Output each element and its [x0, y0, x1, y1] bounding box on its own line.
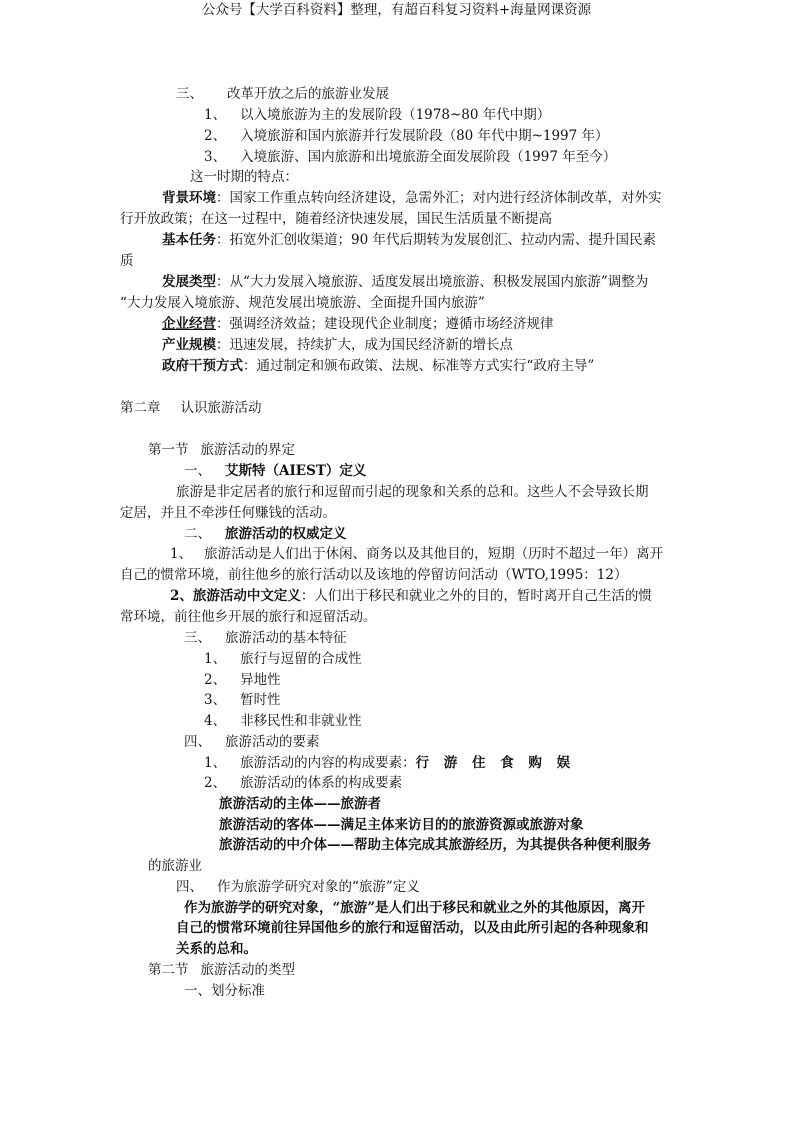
- stage-number: 2、: [204, 128, 227, 144]
- list-item: [204, 711, 362, 731]
- subheading-title: 旅游活动的基本特征: [225, 630, 347, 646]
- feature-text: ：通过制定和颁布政策、法规、标准等方式实行“政府主导”: [243, 358, 595, 374]
- stage-number: 3、: [204, 149, 227, 165]
- feature-text: ：强调经济效益；建设现代企业制度；遵循市场经济规律: [216, 316, 554, 332]
- feature-text: ：从“大力发展入境旅游、适度发展出境旅游、积极发展国内旅游”调整为: [216, 274, 649, 290]
- paragraph-line: 旅游是非定居者的旅行和逗留而引起的现象和关系的总和。这些人不会导致长期: [176, 484, 649, 500]
- feature-line: [162, 335, 513, 355]
- subheading-title: 艾斯特（AIEST）定义: [225, 463, 367, 479]
- stage-text: 入境旅游和国内旅游并行发展阶段（80 年代中期~1997 年）: [240, 128, 609, 144]
- section-title: 改革开放之后的旅游业发展: [227, 86, 389, 102]
- paragraph-line: 自己的惯常环境前往异国他乡的旅行和逗留活动，以及由此所引起的各种现象和: [176, 920, 649, 936]
- section-title: 旅游活动的类型: [200, 962, 295, 978]
- features-intro: 这一时期的特点：: [190, 169, 298, 185]
- list-item: [204, 773, 402, 793]
- feature-line-cont: “大力发展入境旅游、规范发展出境旅游、全面提升国内旅游”: [120, 295, 485, 311]
- feature-line-cont: 质: [120, 253, 134, 269]
- subheading-title: 作为旅游学研究对象的“旅游”定义: [217, 879, 420, 895]
- subheading: [184, 732, 320, 752]
- feature-line-cont: 行开放政策；在这一过程中，随着经济快速发展，国民生活质量不断提高: [120, 211, 552, 227]
- subheading-number: 四、: [176, 879, 203, 895]
- chapter-number: 第二章: [120, 400, 161, 416]
- feature-label: 产业规模: [162, 337, 216, 353]
- feature-label: 基本任务: [162, 232, 216, 248]
- section-heading: [148, 960, 295, 980]
- subheading: [184, 461, 366, 481]
- paragraph-line: 自己的惯常环境，前往他乡的旅行活动以及该地的停留访问活动（WTO,1995：12）: [120, 567, 628, 583]
- list-item: [204, 670, 281, 690]
- section-title: 旅游活动的界定: [200, 442, 295, 458]
- paragraph-line: 关系的总和。: [176, 941, 257, 957]
- subheading: [176, 877, 420, 897]
- element-medium-cont: 的旅游业: [148, 858, 202, 874]
- definition-label: 2、旅游活动中文定义: [170, 588, 301, 604]
- element-medium: 旅游活动的中介体——帮助主体完成其旅游经历，为其提供各种便利服务: [219, 837, 651, 853]
- feature-label: 企业经营: [162, 316, 216, 332]
- definition-number: 1、: [170, 546, 193, 562]
- feature-line: [162, 356, 594, 376]
- stage-number: 1、: [204, 107, 227, 123]
- list-item: [204, 753, 575, 773]
- feature-text: ：国家工作重点转向经济建设，急需外汇；对内进行经济体制改革，对外实: [216, 190, 662, 206]
- feature-label: 发展类型: [162, 274, 216, 290]
- feature-text: ：迅速发展，持续扩大，成为国民经济新的增长点: [216, 337, 513, 353]
- elements-list: 行 游 住 食 购 娱: [415, 755, 576, 771]
- paragraph-line: [170, 586, 652, 606]
- list-item-number: 2、: [204, 775, 227, 791]
- element-object: 旅游活动的客体——满足主体来访目的的旅游资源或旅游对象: [219, 817, 584, 833]
- subheading: 一、划分标准: [184, 983, 265, 999]
- stage-item: [204, 147, 616, 167]
- list-item-text: 异地性: [240, 672, 281, 688]
- feature-label: 政府干预方式: [162, 358, 243, 374]
- list-item-text: 旅游活动的体系的构成要素: [240, 775, 403, 791]
- list-item: [204, 649, 362, 669]
- feature-line: [162, 314, 554, 334]
- list-item-text: 旅行与逗留的合成性: [240, 651, 362, 667]
- paragraph-line: 定居，并且不牵涉任何赚钱的活动。: [120, 505, 336, 521]
- feature-line: [162, 188, 662, 208]
- header-banner: 公众号【大学百科资料】整理，有超百科复习资料+海量网课资源: [201, 2, 592, 18]
- list-item-text: 非移民性和非就业性: [240, 713, 362, 729]
- element-subject: 旅游活动的主体——旅游者: [219, 796, 381, 812]
- subheading: [184, 524, 347, 544]
- section-heading: [176, 84, 389, 104]
- definition-text: ：人们出于移民和就业之外的目的，暂时离开自己生活的惯: [300, 588, 652, 604]
- chapter-title: 认识旅游活动: [180, 400, 262, 416]
- feature-line: [162, 272, 648, 292]
- list-item-text: 暂时性: [240, 692, 281, 708]
- section-heading: [148, 440, 295, 460]
- section-number: 第一节: [148, 442, 189, 458]
- stage-text: 以入境旅游为主的发展阶段（1978~80 年代中期）: [240, 107, 551, 123]
- list-item: [204, 690, 281, 710]
- list-item-number: 1、: [204, 755, 227, 771]
- stage-text: 入境旅游、国内旅游和出境旅游全面发展阶段（1997 年至今）: [240, 149, 617, 165]
- stage-item: [204, 105, 550, 125]
- subheading-number: 一、: [184, 463, 211, 479]
- list-item-number: 4、: [204, 713, 227, 729]
- paragraph-line: 作为旅游学的研究对象，“旅游”是人们出于移民和就业之外的其他原因，离开: [184, 900, 646, 916]
- subheading-title: 旅游活动的权威定义: [225, 526, 347, 542]
- stage-item: [204, 126, 609, 146]
- feature-text: ：拓宽外汇创收渠道；90 年代后期转为发展创汇、拉动内需、提升国民素: [216, 232, 656, 248]
- subheading-number: 四、: [184, 734, 211, 750]
- list-item-number: 3、: [204, 692, 227, 708]
- section-number: 三、: [176, 86, 203, 102]
- paragraph-line: [170, 544, 663, 564]
- feature-label: 背景环境: [162, 190, 216, 206]
- list-item-text: 旅游活动的内容的构成要素：: [240, 755, 416, 771]
- feature-line: [162, 230, 656, 250]
- chapter-heading: [120, 398, 262, 418]
- subheading-number: 二、: [184, 526, 211, 542]
- paragraph-line: 常环境，前往他乡开展的旅行和逗留活动。: [120, 609, 377, 625]
- subheading-title: 旅游活动的要素: [225, 734, 320, 750]
- subheading-number: 三、: [184, 630, 211, 646]
- list-item-number: 1、: [204, 651, 227, 667]
- list-item-number: 2、: [204, 672, 227, 688]
- definition-text: 旅游活动是人们出于休闲、商务以及其他目的，短期（历时不超过一年）离开: [204, 546, 664, 562]
- subheading: [184, 628, 347, 648]
- section-number: 第二节: [148, 962, 189, 978]
